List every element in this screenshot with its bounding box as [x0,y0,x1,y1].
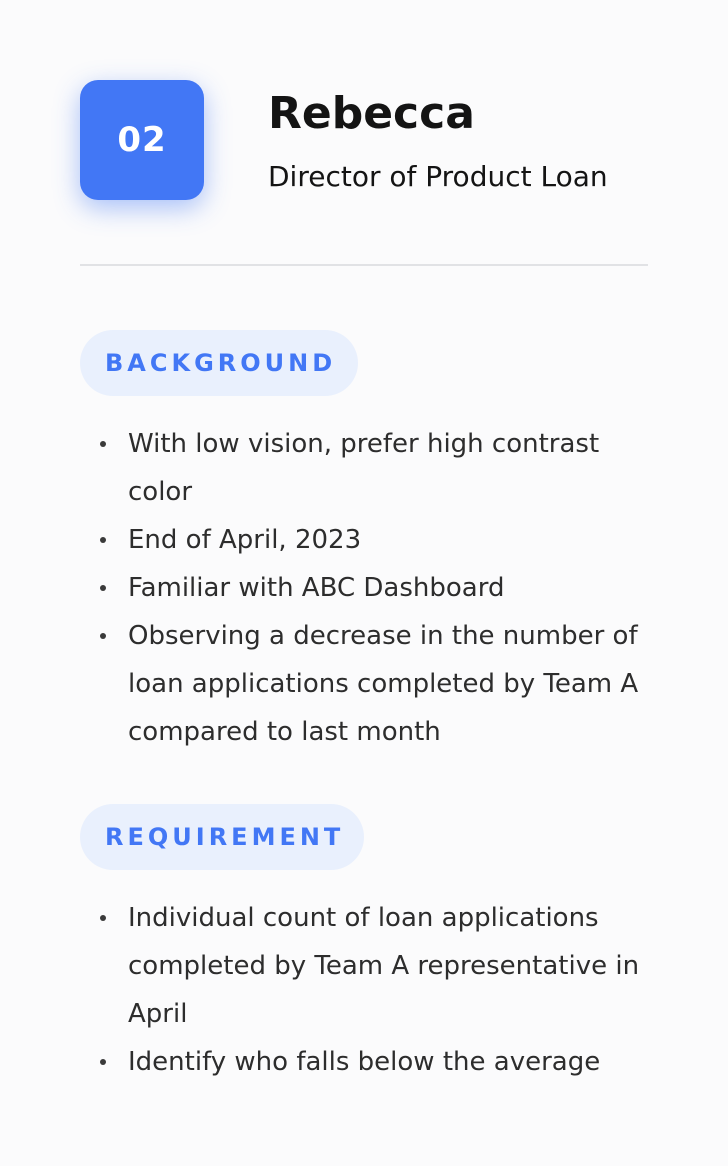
list-item [80,894,648,1038]
requirement-section-label: REQUIREMENT [80,804,364,870]
persona-header [80,80,648,204]
list-item-text: End of April, 2023 [128,525,362,555]
background-list [80,420,648,756]
bullet-icon [100,585,106,591]
bullet-icon [100,633,106,639]
persona-number-badge: 02 [80,80,204,200]
bullet-icon [100,441,106,447]
persona-name: Rebecca [268,88,475,139]
list-item-text: Identify who falls below the average [128,1047,601,1077]
requirement-list [80,894,648,1086]
list-item-text: Familiar with ABC Dashboard [128,573,505,603]
list-item [80,612,648,756]
list-item [80,564,648,612]
list-item-text: With low vision, prefer high contrast color [128,429,600,507]
list-item [80,1038,648,1086]
persona-role: Director of Product Loan [268,160,608,193]
bullet-icon [100,537,106,543]
list-item [80,420,648,516]
header-divider [80,264,648,266]
bullet-icon [100,915,106,921]
bullet-icon [100,1059,106,1065]
list-item [80,516,648,564]
list-item-text: Observing a decrease in the number of loan applications completed by Team A compared to last month [128,621,639,747]
background-section-label: BACKGROUND [80,330,358,396]
persona-card [80,80,648,1077]
list-item-text: Individual count of loan applications completed by Team A representative in April [128,903,640,1029]
